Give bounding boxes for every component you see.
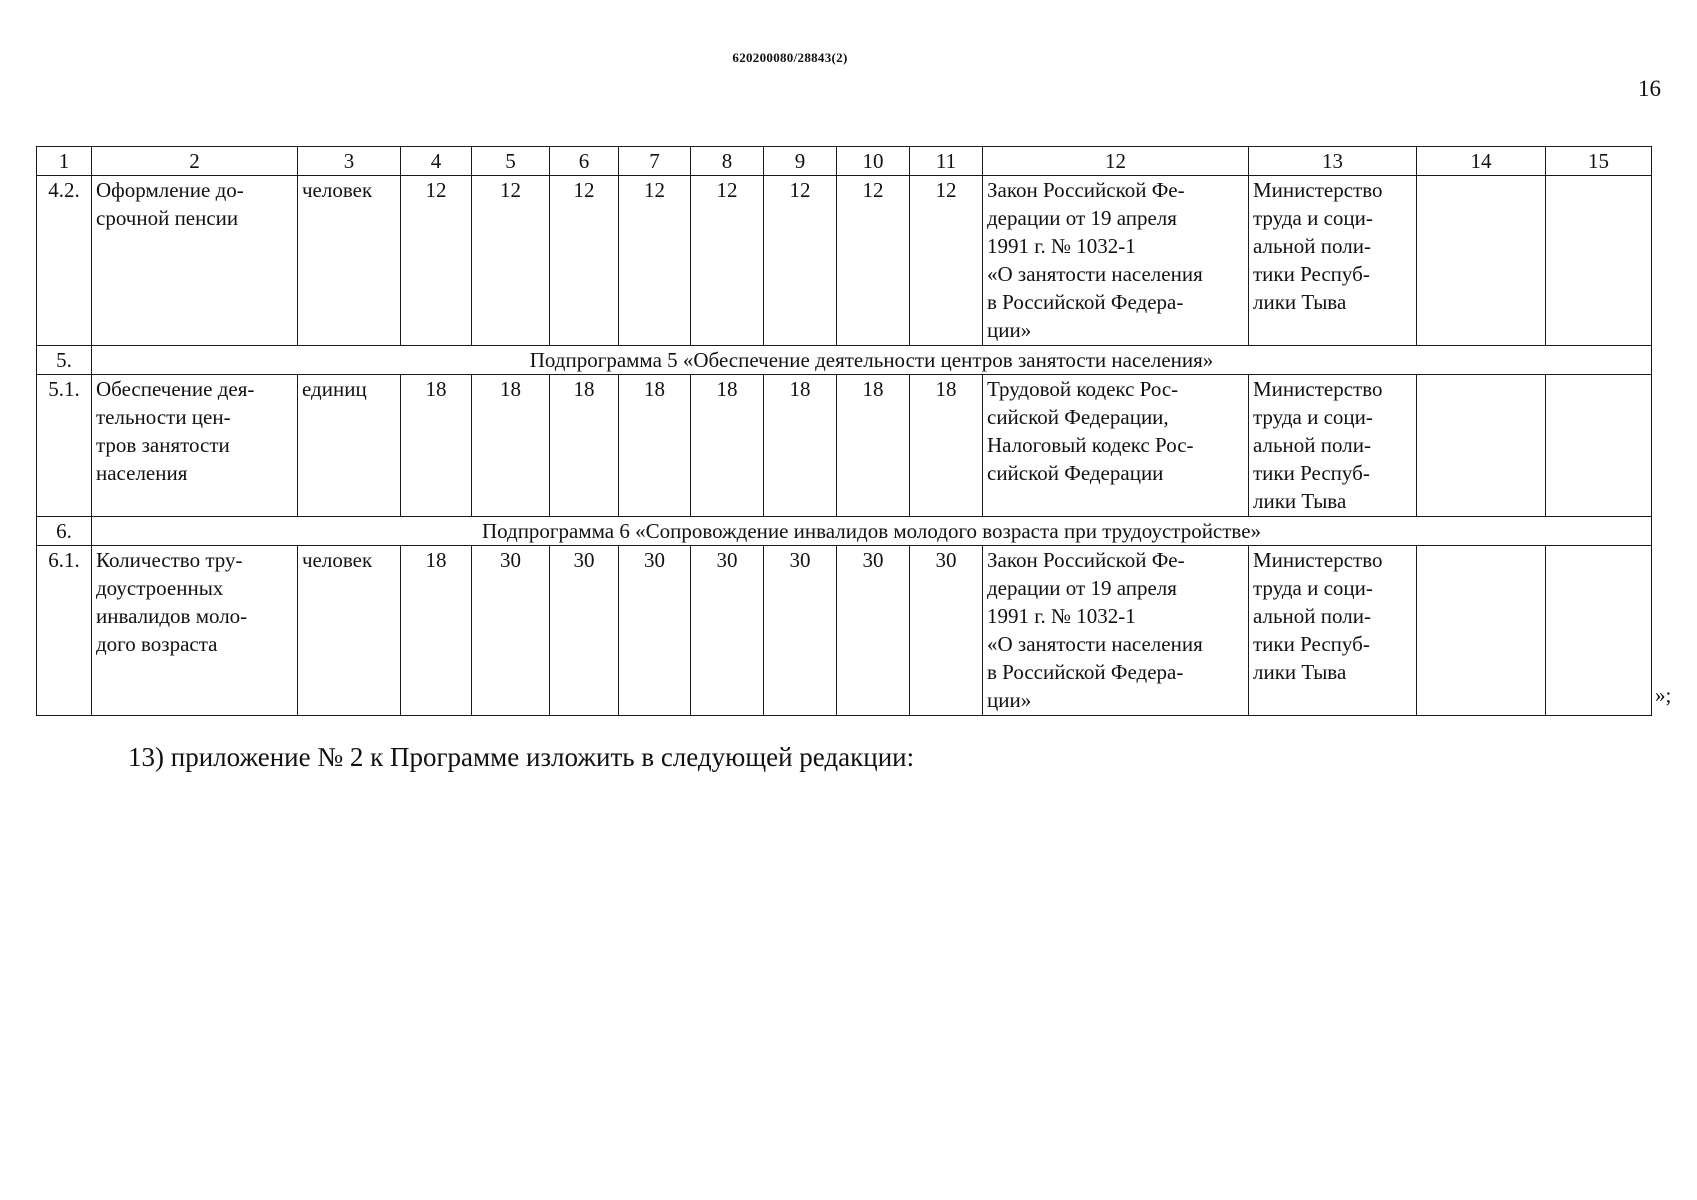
indicator-name: Оформление до- срочной пенсии [92,176,298,346]
value-cell: 30 [691,546,764,716]
page-number: 16 [1638,76,1661,101]
column-14-cell [1417,375,1546,517]
value-cell: 12 [691,176,764,346]
responsible-executor: Министерство труда и соци- альной поли- тики Респуб- лики Тыва [1249,546,1417,716]
value-cell: 12 [550,176,619,346]
column-14-cell [1417,546,1546,716]
section-title: Подпрограмма 6 «Сопровождение инвалидов молодого возраста при трудоустройстве» [92,517,1652,546]
column-number: 5 [472,147,550,176]
value-cell: 30 [910,546,983,716]
column-number: 11 [910,147,983,176]
value-cell: 18 [619,375,691,517]
unit-cell: человек [298,546,401,716]
legal-basis: Закон Российской Фе- дерации от 19 апреля 1991 г. № 1032-1 «О занятости населения в Российской Федера- ции» [983,546,1249,716]
legal-basis: Трудовой кодекс Рос- сийской Федерации, Налоговый кодекс Рос- сийской Федерации [983,375,1249,517]
column-number: 15 [1546,147,1652,176]
table-row [37,176,1652,346]
responsible-executor: Министерство труда и соци- альной поли- тики Респуб- лики Тыва [1249,375,1417,517]
value-cell: 12 [401,176,472,346]
value-cell: 18 [472,375,550,517]
closing-quote-mark: »; [1655,683,1672,707]
value-cell: 18 [401,375,472,517]
table-row [37,546,1652,716]
value-cell: 12 [472,176,550,346]
column-number-row [37,147,1652,176]
column-number: 4 [401,147,472,176]
column-number: 12 [983,147,1249,176]
legal-basis: Закон Российской Фе- дерации от 19 апреля 1991 г. № 1032-1 «О занятости населения в Российской Федера- ции» [983,176,1249,346]
unit-cell: единиц [298,375,401,517]
document-id: 620200080/28843(2) [732,50,848,65]
column-number: 14 [1417,147,1546,176]
section-number: 6. [37,517,92,546]
value-cell: 30 [764,546,837,716]
value-cell: 30 [550,546,619,716]
column-number: 7 [619,147,691,176]
value-cell: 30 [619,546,691,716]
amendment-paragraph: 13) приложение № 2 к Программе изложить в следующей редакции: [128,742,915,772]
column-number: 13 [1249,147,1417,176]
row-number: 5.1. [37,375,92,517]
value-cell: 12 [837,176,910,346]
column-number: 8 [691,147,764,176]
value-cell: 30 [472,546,550,716]
value-cell: 12 [619,176,691,346]
section-row [37,517,1652,546]
responsible-executor: Министерство труда и соци- альной поли- тики Респуб- лики Тыва [1249,176,1417,346]
section-title: Подпрограмма 5 «Обеспечение деятельности центров занятости населения» [92,346,1652,375]
row-number: 6.1. [37,546,92,716]
value-cell: 18 [691,375,764,517]
section-number: 5. [37,346,92,375]
table-row [37,375,1652,517]
value-cell: 18 [910,375,983,517]
row-number: 4.2. [37,176,92,346]
column-number: 9 [764,147,837,176]
column-number: 10 [837,147,910,176]
column-15-cell [1546,176,1652,346]
indicators-table [36,146,1652,716]
column-15-cell [1546,375,1652,517]
value-cell: 18 [401,546,472,716]
column-14-cell [1417,176,1546,346]
column-number: 6 [550,147,619,176]
column-number: 1 [37,147,92,176]
unit-cell: человек [298,176,401,346]
value-cell: 12 [910,176,983,346]
value-cell: 12 [764,176,837,346]
indicator-name: Количество тру- доустроенных инвалидов моло- дого возраста [92,546,298,716]
column-15-cell [1546,546,1652,716]
value-cell: 30 [837,546,910,716]
value-cell: 18 [837,375,910,517]
column-number: 3 [298,147,401,176]
value-cell: 18 [550,375,619,517]
value-cell: 18 [764,375,837,517]
indicator-name: Обеспечение дея- тельности цен- тров занятости населения [92,375,298,517]
column-number: 2 [92,147,298,176]
section-row [37,346,1652,375]
